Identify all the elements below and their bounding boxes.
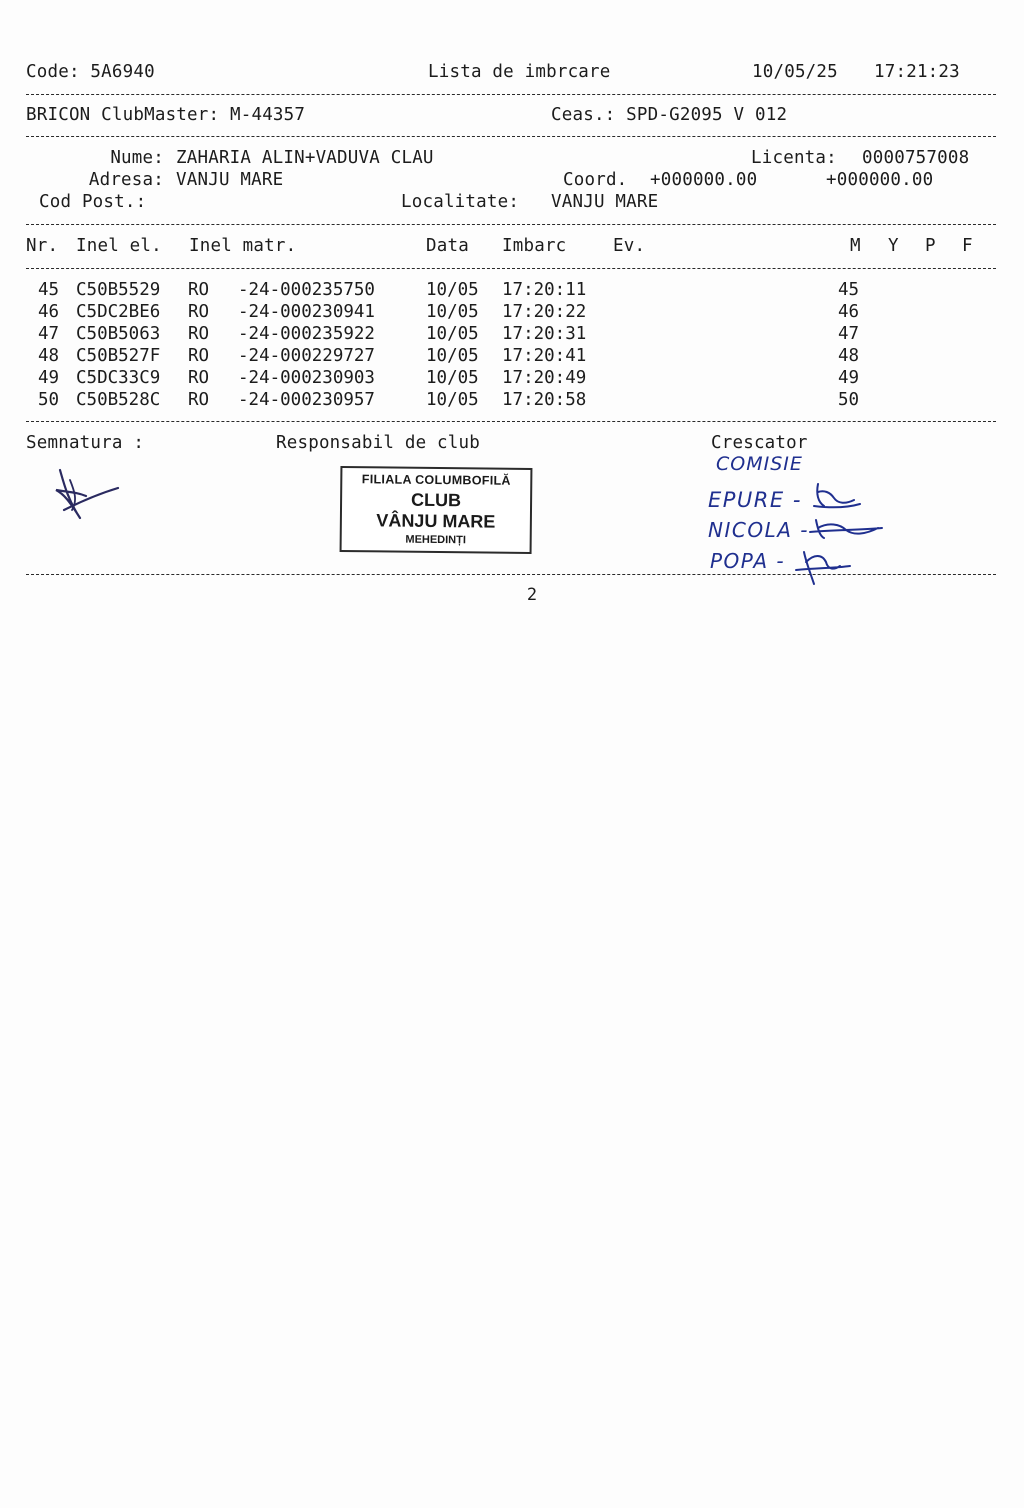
table-row	[0, 279, 1024, 301]
coord-value-2: +000000.00	[826, 170, 934, 190]
row-data: 10/05	[426, 324, 479, 344]
divider	[26, 421, 996, 422]
row-inel-matr: -24-000230941	[238, 302, 375, 322]
col-header-inel-matr: Inel matr.	[189, 236, 297, 256]
row-inel-el: C50B5063	[76, 324, 161, 344]
row-nr: 48	[38, 346, 60, 366]
stamp-line-3: VÂNJU MARE	[376, 510, 496, 532]
address-label: Adresa:	[88, 170, 164, 190]
handwriting-member-1: EPURE -	[708, 488, 802, 512]
row-country: RO	[188, 324, 210, 344]
row-m: 50	[838, 390, 860, 410]
row-country: RO	[188, 390, 210, 410]
divider	[26, 94, 996, 95]
row-nr: 47	[38, 324, 60, 344]
row-nr: 45	[38, 280, 60, 300]
divider	[26, 224, 996, 225]
signature-label: Semnatura :	[26, 433, 145, 453]
license-number: 0000757008	[862, 148, 970, 168]
club-stamp	[340, 466, 533, 554]
print-time: 17:21:23	[874, 62, 960, 82]
owner-name: ZAHARIA ALIN+VADUVA CLAU	[176, 148, 434, 168]
row-inel-el: C50B528C	[76, 390, 161, 410]
postal-code-label: Cod Post.:	[39, 192, 147, 212]
row-imbarc: 17:20:58	[502, 390, 587, 410]
col-header-ev: Ev.	[613, 236, 646, 256]
row-nr: 49	[38, 368, 60, 388]
document-title: Lista de imbrcare	[428, 62, 611, 82]
row-inel-el: C50B527F	[76, 346, 161, 366]
row-imbarc: 17:20:49	[502, 368, 587, 388]
breeder-label: Crescator	[711, 433, 808, 453]
row-data: 10/05	[426, 302, 479, 322]
clock-id: Ceas.: SPD-G2095 V 012	[551, 105, 788, 125]
locality-label: Localitate:	[401, 192, 520, 212]
stamp-line-2: CLUB	[411, 489, 462, 511]
clubmaster-id: BRICON ClubMaster: M-44357	[26, 105, 306, 125]
col-header-p: P	[925, 236, 936, 256]
col-header-y: Y	[888, 236, 899, 256]
col-header-imbarc: Imbarc	[502, 236, 567, 256]
signature-scribble-icon	[50, 466, 130, 526]
row-country: RO	[188, 280, 210, 300]
row-imbarc: 17:20:11	[502, 280, 587, 300]
name-label: Nume:	[110, 148, 164, 168]
row-imbarc: 17:20:22	[502, 302, 587, 322]
row-inel-matr: -24-000235750	[238, 280, 375, 300]
row-data: 10/05	[426, 346, 479, 366]
row-m: 45	[838, 280, 860, 300]
coord-label: Coord.	[563, 170, 628, 190]
row-nr: 50	[38, 390, 60, 410]
row-inel-el: C5DC2BE6	[76, 302, 161, 322]
col-header-data: Data	[426, 236, 469, 256]
address-value: VANJU MARE	[176, 170, 284, 190]
col-header-nr: Nr.	[26, 236, 59, 256]
handwriting-commission: COMISIE	[716, 453, 803, 475]
coord-value-1: +000000.00	[650, 170, 758, 190]
col-header-inel-el: Inel el.	[76, 236, 162, 256]
table-row	[0, 323, 1024, 345]
row-m: 49	[838, 368, 860, 388]
table-row	[0, 345, 1024, 367]
print-date: 10/05/25	[752, 62, 838, 82]
row-imbarc: 17:20:31	[502, 324, 587, 344]
row-inel-matr: -24-000229727	[238, 346, 375, 366]
row-data: 10/05	[426, 280, 479, 300]
table-row	[0, 389, 1024, 411]
row-imbarc: 17:20:41	[502, 346, 587, 366]
row-m: 46	[838, 302, 860, 322]
stamp-line-4: MEHEDINȚI	[405, 533, 466, 547]
row-m: 47	[838, 324, 860, 344]
row-inel-matr: -24-000230957	[238, 390, 375, 410]
row-country: RO	[188, 302, 210, 322]
row-data: 10/05	[426, 368, 479, 388]
row-inel-matr: -24-000235922	[238, 324, 375, 344]
divider	[26, 268, 996, 269]
club-responsible-label: Responsabil de club	[276, 433, 480, 453]
row-inel-el: C50B5529	[76, 280, 161, 300]
code-label: Code: 5A6940	[26, 62, 155, 82]
table-row	[0, 367, 1024, 389]
row-data: 10/05	[426, 390, 479, 410]
row-country: RO	[188, 368, 210, 388]
col-header-m: M	[850, 236, 861, 256]
page-number: 2	[526, 585, 538, 605]
commission-handwriting	[700, 450, 900, 590]
license-label: Licenta:	[751, 148, 837, 168]
row-inel-el: C5DC33C9	[76, 368, 161, 388]
divider	[26, 136, 996, 137]
row-nr: 46	[38, 302, 60, 322]
stamp-line-1: FILIALA COLUMBOFILĂ	[361, 472, 511, 488]
table-row	[0, 301, 1024, 323]
row-inel-matr: -24-000230903	[238, 368, 375, 388]
divider	[26, 574, 996, 575]
locality-value: VANJU MARE	[551, 192, 659, 212]
row-m: 48	[838, 346, 860, 366]
handwriting-member-3: POPA -	[710, 549, 786, 573]
col-header-f: F	[962, 236, 973, 256]
handwriting-member-2: NICOLA -	[708, 518, 809, 542]
row-country: RO	[188, 346, 210, 366]
